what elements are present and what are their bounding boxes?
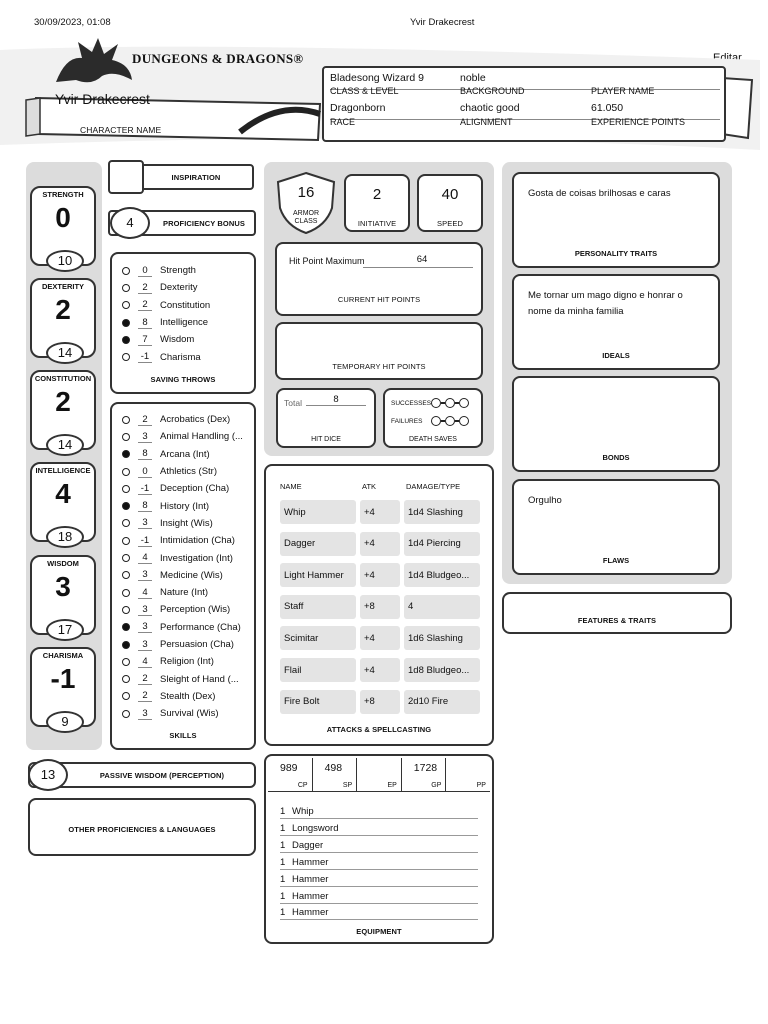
proficiency-value[interactable]: 4	[110, 207, 150, 239]
other-proficiencies-label: OTHER PROFICIENCIES & LANGUAGES	[68, 825, 216, 834]
flaws-value: Orgulho	[528, 495, 562, 506]
ability-dexterity	[30, 278, 96, 358]
saving-throw-row	[122, 297, 250, 314]
success-checkboxes	[431, 398, 469, 408]
equipment-item[interactable]	[280, 891, 478, 904]
skill-row	[122, 515, 252, 532]
other-proficiencies-box[interactable]	[28, 798, 256, 856]
skill-name: Intimidation (Cha)	[160, 535, 235, 547]
attack-bonus[interactable]: +8	[360, 690, 400, 714]
skill-value[interactable]: -1	[138, 535, 152, 547]
saving-throws-list	[122, 262, 250, 366]
proficiency-checkbox[interactable]	[122, 267, 130, 275]
proficiency-checkbox[interactable]	[122, 606, 130, 614]
equipment-qty: 1	[280, 890, 286, 902]
proficiency-checkbox[interactable]	[122, 336, 130, 344]
flaws-label: FLAWS	[602, 556, 630, 565]
skill-value[interactable]: 3	[138, 621, 152, 633]
race-value[interactable]: Dragonborn	[330, 102, 386, 114]
ability-name: STRENGTH	[42, 190, 84, 199]
ability-name: CONSTITUTION	[34, 374, 92, 383]
coin-value: 989	[280, 762, 298, 774]
proficiency-checkbox[interactable]	[122, 485, 130, 493]
skill-name: Sleight of Hand (...	[160, 673, 239, 685]
attack-name[interactable]: Staff	[280, 595, 356, 619]
skill-name: Nature (Int)	[160, 587, 209, 599]
skill-name: History (Int)	[160, 500, 210, 512]
current-hp-box[interactable]	[275, 242, 483, 316]
hit-dice-total-label: Total	[284, 398, 302, 408]
ability-score[interactable]: 18	[46, 526, 84, 548]
attack-bonus[interactable]: +8	[360, 595, 400, 619]
success-checkbox-3[interactable]	[459, 398, 469, 408]
print-title: Yvir Drakecrest	[410, 17, 475, 28]
proficiency-checkbox[interactable]	[122, 589, 130, 597]
ideals-label: IDEALS	[602, 351, 630, 360]
skills-box	[110, 402, 256, 750]
skill-value[interactable]: 4	[138, 587, 152, 599]
speed-value[interactable]: 40	[441, 186, 459, 203]
coin-sp[interactable]	[313, 758, 358, 791]
skill-name: Investigation (Int)	[160, 552, 233, 564]
proficiency-checkbox[interactable]	[122, 571, 130, 579]
saving-throw-value[interactable]: 2	[138, 299, 152, 311]
saving-throw-row	[122, 331, 250, 348]
dragon-logo-icon	[52, 36, 136, 88]
armor-class-value[interactable]: 16	[297, 184, 315, 201]
skill-name: Persuasion (Cha)	[160, 639, 234, 650]
skill-name: Arcana (Int)	[160, 448, 210, 460]
ability-name: CHARISMA	[42, 651, 84, 660]
proficiency-checkbox[interactable]	[122, 416, 130, 424]
skill-row	[122, 463, 252, 480]
coin-cp[interactable]	[268, 758, 313, 791]
skill-row	[122, 567, 252, 584]
coin-label: EP	[387, 782, 397, 789]
attack-name[interactable]: Flail	[280, 658, 356, 682]
coin-label: CP	[297, 782, 308, 789]
attack-name[interactable]: Light Hammer	[280, 563, 356, 587]
skill-value[interactable]: 8	[138, 500, 152, 512]
passive-wisdom-label: PASSIVE WISDOM (PERCEPTION)	[99, 771, 225, 780]
skill-value[interactable]: 0	[138, 466, 152, 478]
attack-bonus[interactable]: +4	[360, 500, 400, 524]
saving-throw-name: Constitution	[160, 299, 211, 311]
hp-max-value[interactable]: 64	[363, 254, 473, 268]
saving-throw-name: Charisma	[160, 351, 201, 363]
attack-damage[interactable]: 1d4 Slashing	[404, 500, 480, 524]
character-name[interactable]: Yvir Drakecrest	[55, 91, 150, 107]
ability-modifier[interactable]: -1	[50, 663, 76, 694]
skill-row	[122, 653, 252, 670]
experience-label: EXPERIENCE POINTS	[591, 117, 686, 127]
equipment-qty: 1	[280, 856, 286, 868]
ability-score[interactable]: 10	[46, 250, 84, 272]
attack-name[interactable]: Scimitar	[280, 626, 356, 650]
skill-name: Deception (Cha)	[160, 483, 230, 495]
skill-value[interactable]: 2	[138, 414, 152, 426]
equipment-item[interactable]	[280, 806, 478, 819]
skill-value[interactable]: 3	[138, 517, 152, 529]
skills-title: SKILLS	[169, 731, 197, 740]
attack-name[interactable]: Dagger	[280, 532, 356, 556]
hit-dice-box	[276, 388, 376, 448]
proficiency-checkbox[interactable]	[122, 537, 130, 545]
skill-row	[122, 411, 252, 428]
equipment-qty: 1	[280, 907, 286, 919]
features-traits-box[interactable]	[502, 592, 732, 634]
ability-score[interactable]: 14	[46, 434, 84, 456]
temp-hp-label: TEMPORARY HIT POINTS	[332, 362, 426, 371]
skill-value[interactable]: 3	[138, 569, 152, 581]
inspiration-label: INSPIRATION	[171, 173, 221, 182]
death-saves-box	[383, 388, 483, 448]
ideals-value: Me tornar um mago digno e honrar o nome da minha familia	[528, 290, 683, 317]
personality-traits-label: PERSONALITY TRAITS	[574, 249, 658, 258]
character-name-label: CHARACTER NAME	[80, 125, 162, 135]
proficiency-checkbox[interactable]	[122, 658, 130, 666]
equipment-item[interactable]	[280, 857, 478, 870]
skill-name: Animal Handling (...	[160, 431, 243, 443]
saving-throw-name: Intelligence	[160, 317, 209, 329]
equipment-qty: 1	[280, 873, 286, 885]
saving-throw-value[interactable]: 0	[138, 265, 152, 277]
proficiency-checkbox[interactable]	[122, 319, 130, 327]
failure-checkbox-3[interactable]	[459, 416, 469, 426]
skill-name: Athletics (Str)	[160, 466, 218, 478]
skill-value[interactable]: 2	[138, 690, 152, 702]
skill-value[interactable]: 3	[138, 604, 152, 616]
coin-label: PP	[476, 782, 486, 789]
skill-row	[122, 497, 252, 514]
saving-throws-title: SAVING THROWS	[150, 375, 216, 384]
attack-damage[interactable]: 2d10 Fire	[404, 690, 480, 714]
coin-value: 498	[324, 762, 343, 774]
attack-bonus[interactable]: +4	[360, 626, 400, 650]
ability-strength	[30, 186, 96, 266]
proficiency-checkbox[interactable]	[122, 301, 130, 309]
success-checkbox-1[interactable]	[431, 398, 441, 408]
coin-value: 1728	[413, 762, 438, 774]
passive-wisdom-value[interactable]: 13	[28, 759, 68, 791]
saving-throw-name: Strength	[160, 265, 196, 277]
skill-value[interactable]: 2	[138, 673, 152, 685]
attack-damage[interactable]: 1d4 Bludgeo...	[404, 563, 480, 587]
ability-score[interactable]: 17	[46, 619, 84, 641]
proficiency-checkbox[interactable]	[122, 450, 130, 458]
proficiency-checkbox[interactable]	[122, 675, 130, 683]
skills-list	[122, 411, 252, 722]
saving-throw-row	[122, 279, 250, 296]
experience-value[interactable]: 61.050	[591, 102, 624, 114]
ability-modifier[interactable]: 3	[55, 571, 71, 602]
proficiency-checkbox[interactable]	[122, 284, 130, 292]
equipment-item[interactable]	[280, 907, 478, 920]
attacks-box	[264, 464, 494, 746]
skill-value[interactable]: 8	[138, 448, 152, 460]
features-traits-label: FEATURES & TRAITS	[577, 616, 657, 625]
logo-text: DUNGEONS & DRAGONS®	[132, 51, 304, 66]
saving-throw-value[interactable]: -1	[138, 351, 152, 363]
proficiency-checkbox[interactable]	[122, 641, 130, 649]
print-datetime: 30/09/2023, 01:08	[34, 17, 111, 28]
skill-row	[122, 480, 252, 497]
proficiency-checkbox[interactable]	[122, 519, 130, 527]
equipment-name: Hammer	[292, 890, 329, 902]
proficiency-label: PROFICIENCY BONUS	[163, 219, 245, 228]
attack-name[interactable]: Fire Bolt	[280, 690, 356, 714]
saving-throw-name: Wisdom	[160, 334, 195, 346]
skill-name: Religion (Int)	[160, 656, 214, 668]
hp-max-label: Hit Point Maximum	[289, 256, 365, 266]
coin-ep[interactable]	[357, 758, 402, 791]
bonds-label: BONDS	[602, 453, 630, 462]
equipment-name: Hammer	[292, 873, 329, 885]
skill-name: Stealth (Dex)	[160, 690, 216, 702]
skill-row	[122, 619, 252, 636]
proficiency-checkbox[interactable]	[122, 502, 130, 510]
speed-label: SPEED	[437, 219, 463, 228]
bonds-box[interactable]	[512, 376, 720, 472]
armor-class-shield-icon	[274, 170, 338, 236]
flaws-box[interactable]	[512, 479, 720, 575]
ability-score[interactable]: 9	[46, 711, 84, 733]
saving-throw-row	[122, 348, 250, 365]
attack-damage[interactable]: 1d8 Bludgeo...	[404, 658, 480, 682]
ability-modifier[interactable]: 2	[55, 386, 71, 417]
attacks-title: ATTACKS & SPELLCASTING	[326, 725, 432, 734]
proficiency-checkbox[interactable]	[122, 623, 130, 631]
skill-value[interactable]: -1	[138, 483, 152, 495]
failure-checkbox-1[interactable]	[431, 416, 441, 426]
armor-class-label: ARMOR CLASS	[292, 210, 320, 225]
skill-name: Insight (Wis)	[160, 517, 213, 529]
skill-name: Performance (Cha)	[160, 621, 241, 633]
initiative-label: INITIATIVE	[357, 219, 397, 228]
proficiency-checkbox[interactable]	[122, 433, 130, 441]
ideals-box[interactable]	[512, 274, 720, 370]
coin-gp[interactable]	[402, 758, 447, 791]
proficiency-checkbox[interactable]	[122, 710, 130, 718]
personality-traits-value: Gosta de coisas brilhosas e caras	[528, 188, 671, 199]
skill-value[interactable]: 3	[138, 708, 152, 720]
equipment-item[interactable]	[280, 874, 478, 887]
saving-throw-row	[122, 262, 250, 279]
coin-label: GP	[431, 782, 442, 789]
saving-throw-value[interactable]: 2	[138, 282, 152, 294]
attack-name[interactable]: Whip	[280, 500, 356, 524]
attacks-col-name: NAME	[280, 482, 302, 491]
skill-name: Acrobatics (Dex)	[160, 414, 231, 426]
ability-modifier[interactable]: 0	[55, 202, 71, 233]
temp-hp-box[interactable]	[275, 322, 483, 380]
player-name-label: PLAYER NAME	[591, 86, 655, 96]
skill-row	[122, 601, 252, 618]
equipment-name: Whip	[292, 806, 314, 817]
coins-row	[268, 758, 490, 792]
failure-checkbox-2[interactable]	[445, 416, 455, 426]
alignment-value[interactable]: chaotic good	[460, 102, 520, 114]
ability-charisma	[30, 647, 96, 727]
ability-name: DEXTERITY	[41, 282, 85, 291]
coin-pp[interactable]	[446, 758, 490, 791]
attack-bonus[interactable]: +4	[360, 658, 400, 682]
current-hp-label: CURRENT HIT POINTS	[337, 295, 421, 304]
ability-intelligence	[30, 462, 96, 542]
skill-name: Medicine (Wis)	[160, 569, 223, 581]
death-saves-label: DEATH SAVES	[409, 436, 457, 443]
equipment-name: Longsword	[292, 822, 339, 834]
equipment-name: Hammer	[292, 907, 329, 919]
failures-label: FAILURES	[391, 418, 423, 425]
saving-throws-box	[110, 252, 256, 394]
saving-throw-name: Dexterity	[160, 282, 198, 294]
attack-damage[interactable]: 4	[404, 595, 480, 619]
skill-row	[122, 670, 252, 687]
alignment-label: ALIGNMENT	[460, 117, 513, 127]
proficiency-checkbox[interactable]	[122, 468, 130, 476]
hit-dice-label: HIT DICE	[311, 436, 341, 443]
background-label: BACKGROUND	[460, 86, 525, 96]
proficiency-checkbox[interactable]	[122, 353, 130, 361]
equipment-qty: 1	[280, 839, 286, 851]
skill-row	[122, 584, 252, 601]
skill-row	[122, 705, 252, 722]
attacks-col-atk: ATK	[362, 482, 377, 491]
speed-box	[417, 174, 483, 232]
equipment-name: Hammer	[292, 856, 329, 868]
saving-throw-value[interactable]: 7	[138, 334, 152, 346]
attacks-col-damage: DAMAGE/TYPE	[406, 482, 461, 491]
saving-throw-value[interactable]: 8	[138, 317, 152, 329]
equipment-item[interactable]	[280, 840, 478, 853]
failure-checkboxes	[431, 416, 469, 426]
ability-wisdom	[30, 555, 96, 635]
equipment-qty: 1	[280, 822, 286, 834]
skill-value[interactable]: 3	[138, 639, 152, 651]
success-checkbox-2[interactable]	[445, 398, 455, 408]
equipment-item[interactable]	[280, 823, 478, 836]
coin-label: SP	[342, 782, 353, 789]
successes-label: SUCCESSES	[391, 400, 432, 407]
attack-bonus[interactable]: +4	[360, 563, 400, 587]
skill-row	[122, 532, 252, 549]
skill-row	[122, 428, 252, 445]
proficiency-checkbox[interactable]	[122, 692, 130, 700]
attack-bonus[interactable]: +4	[360, 532, 400, 556]
skill-value[interactable]: 4	[138, 656, 152, 668]
skill-value[interactable]: 3	[138, 431, 152, 443]
attack-damage[interactable]: 1d6 Slashing	[404, 626, 480, 650]
equipment-name: Dagger	[292, 839, 324, 851]
skill-value[interactable]: 4	[138, 552, 152, 564]
hit-dice-total-value[interactable]: 8	[306, 394, 366, 406]
proficiency-checkbox[interactable]	[122, 554, 130, 562]
skill-name: Perception (Wis)	[160, 604, 231, 616]
ability-name: WISDOM	[47, 559, 79, 568]
equipment-qty: 1	[280, 806, 286, 817]
ability-constitution	[30, 370, 96, 450]
ability-score[interactable]: 14	[46, 342, 84, 364]
edit-button[interactable]: Editar	[713, 52, 742, 64]
skill-row	[122, 446, 252, 463]
skill-row	[122, 688, 252, 705]
attack-damage[interactable]: 1d4 Piercing	[404, 532, 480, 556]
saving-throw-row	[122, 314, 250, 331]
ability-modifier[interactable]: 2	[55, 294, 71, 325]
skill-row	[122, 549, 252, 566]
equipment-title: EQUIPMENT	[356, 927, 402, 936]
class-level-label: CLASS & LEVEL	[330, 86, 399, 96]
ability-name: INTELLIGENCE	[35, 466, 91, 475]
race-label: RACE	[330, 117, 356, 127]
background-value[interactable]: noble	[460, 72, 486, 84]
ability-modifier[interactable]: 4	[55, 478, 71, 509]
class-level-value[interactable]: Bladesong Wizard 9	[330, 72, 424, 84]
personality-traits-box[interactable]	[512, 172, 720, 268]
initiative-value[interactable]: 2	[372, 186, 382, 203]
skill-name: Survival (Wis)	[160, 708, 219, 720]
skill-row	[122, 636, 252, 653]
inspiration-input[interactable]	[108, 160, 144, 194]
initiative-box	[344, 174, 410, 232]
